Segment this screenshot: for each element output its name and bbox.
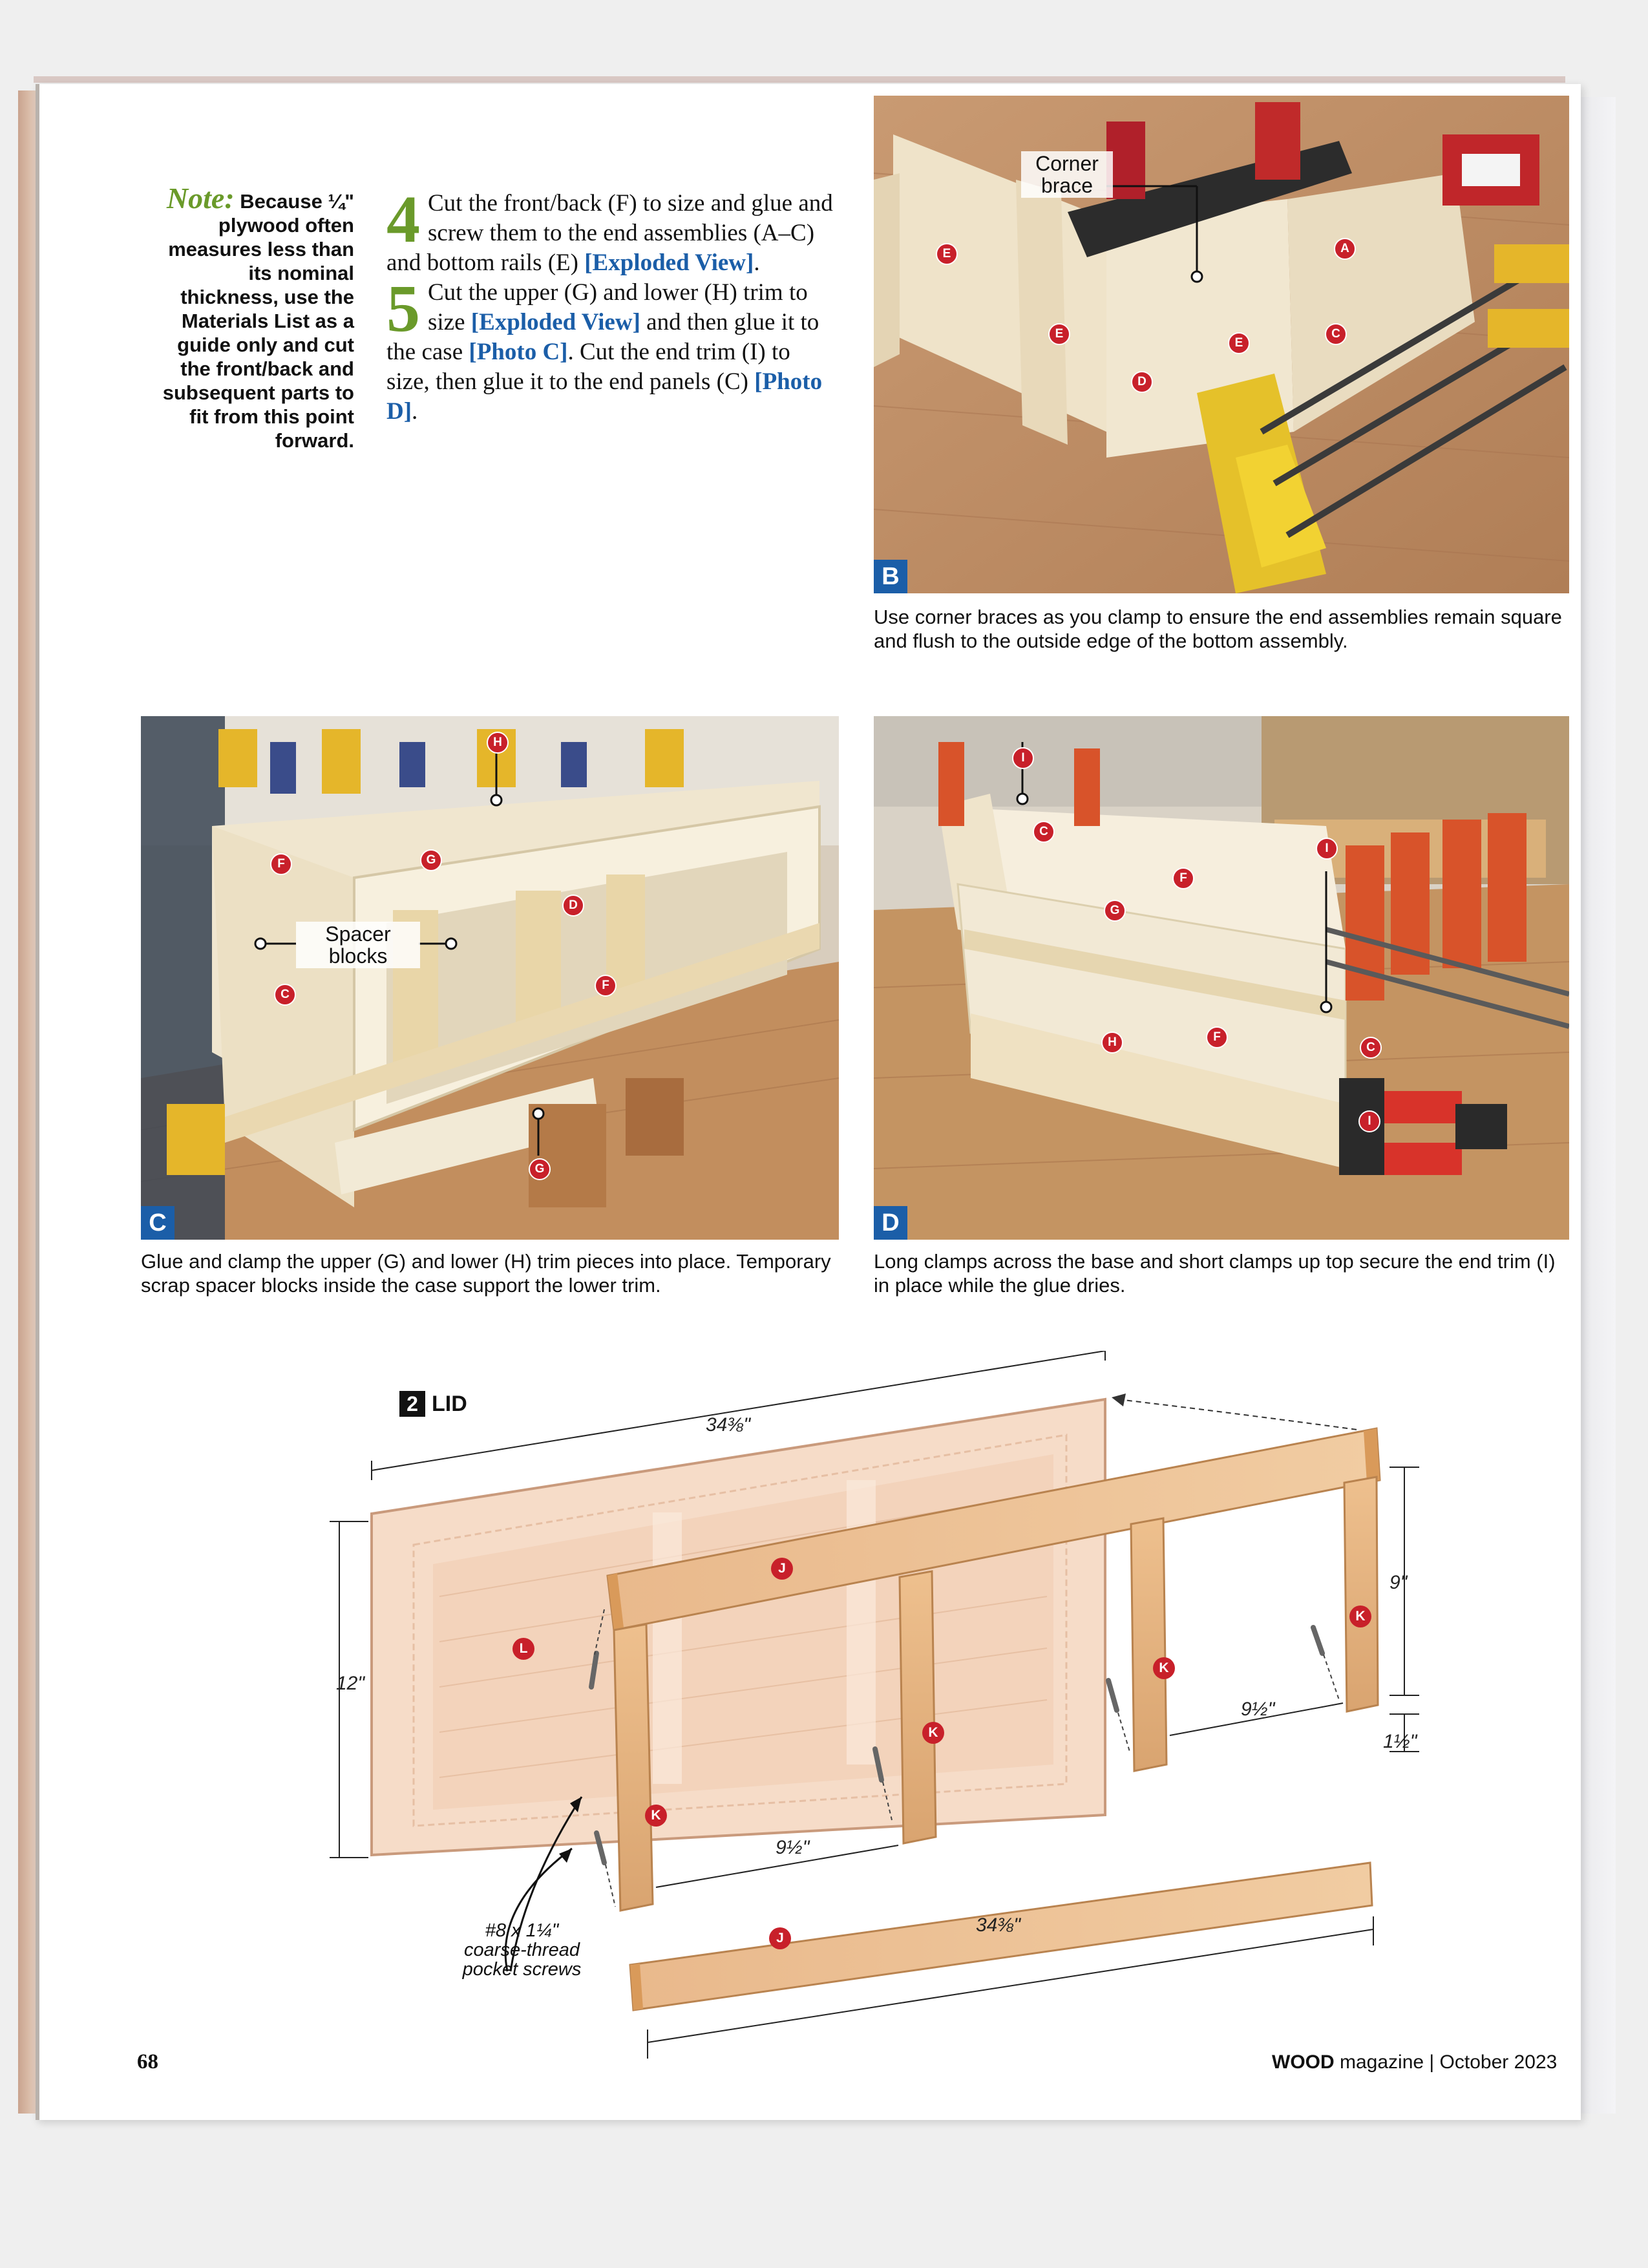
part-label-l: L	[512, 1638, 534, 1660]
magazine-suffix: magazine	[1334, 2051, 1424, 2073]
dim-rail-width: 1½"	[1383, 1731, 1417, 1752]
photo-d-callout: C	[1033, 821, 1055, 843]
step-text: .	[412, 398, 418, 425]
magazine-footer	[1272, 2051, 1557, 2073]
drawing-title-text: LID	[432, 1391, 467, 1416]
photo-c-badge: C	[141, 1206, 174, 1240]
photo-c-callout: G	[529, 1158, 551, 1180]
photo-b-badge: B	[874, 560, 907, 593]
step-4	[386, 182, 839, 278]
photo-c-callout: G	[420, 849, 442, 871]
photo-c	[141, 716, 839, 1240]
part-label-j-bottom: J	[769, 1927, 791, 1949]
photo-c-callout: F	[270, 853, 292, 875]
part-label-k: K	[1153, 1657, 1175, 1679]
step-text: Cut the upper (G) and lower (H) trim to size	[428, 279, 808, 335]
photo-b-callout: A	[1334, 238, 1356, 260]
dim-leg-spacing-right: 9½"	[1241, 1699, 1275, 1720]
photo-d-callout: I	[1012, 747, 1034, 769]
note-sidebar	[149, 182, 354, 452]
photo-b-callout: E	[1048, 323, 1070, 345]
page-gutter-shadow	[18, 90, 37, 2114]
footer-separator: |	[1424, 2051, 1440, 2073]
page-number: 68	[137, 2050, 158, 2073]
step-5	[386, 271, 839, 427]
issue-date: October 2023	[1439, 2051, 1558, 2073]
photo-c-caption: Glue and clamp the upper (G) and lower (H) trim pieces into place. Temporary scrap spacer blocks inside the case support the lower trim.	[141, 1250, 831, 1297]
part-label-k: K	[645, 1805, 667, 1827]
photo-c-illustration	[141, 716, 839, 1240]
note-lead: Note:	[166, 182, 235, 215]
page-top-edge	[34, 76, 1565, 83]
photo-d-callout: C	[1360, 1037, 1382, 1059]
photo-c-label-spacer-blocks: Spacer blocks	[296, 922, 420, 968]
photo-b-callout: D	[1131, 371, 1153, 393]
photo-b-illustration	[874, 96, 1569, 593]
step-number: 5	[386, 271, 420, 346]
step-reference[interactable]: [Exploded View]	[584, 249, 754, 276]
photo-d-illustration	[874, 716, 1569, 1240]
step-reference[interactable]: [Photo D]	[386, 368, 823, 425]
photo-d-callout: G	[1104, 900, 1126, 922]
step-text: and then glue it to the case	[386, 309, 819, 365]
step-text: .	[754, 249, 760, 276]
dim-rail-length: 34⅜"	[976, 1914, 1021, 1936]
screw-note: #8 x 1¼" coarse-thread pocket screws	[462, 1920, 582, 1980]
photo-d-caption: Long clamps across the base and short clamps up top secure the end trim (I) in place while the glue dries.	[874, 1250, 1556, 1297]
note-text: Because ¼" plywood often measures less than its nominal thickness, use the Materials List as a guide only and cut the front/back and subsequent parts to fit from this point forward.	[162, 190, 354, 452]
photo-b-callout: E	[1228, 332, 1250, 354]
photo-d-callout: I	[1358, 1110, 1380, 1132]
photo-d-callout: I	[1316, 838, 1338, 860]
drawing-number: 2	[399, 1391, 425, 1417]
step-number: 4	[386, 182, 420, 257]
photo-c-callout: D	[562, 895, 584, 917]
step-text: . Cut the end trim (I) to size, then glue it to the end panels (C)	[386, 339, 790, 395]
photo-d-callout: F	[1172, 867, 1194, 889]
photo-b-label-corner-brace: Corner brace	[1021, 151, 1113, 198]
part-label-k: K	[922, 1722, 944, 1744]
dim-frame-height: 9"	[1389, 1572, 1408, 1593]
photo-c-callout: F	[595, 975, 617, 997]
step-text: Cut the front/back (F) to size and glue and screw them to the end assemblies (A–C) and bottom rails (E)	[386, 190, 833, 276]
step-reference[interactable]: [Exploded View]	[470, 309, 640, 335]
photo-d-callout: F	[1206, 1026, 1228, 1048]
dim-leg-spacing-left: 9½"	[776, 1837, 810, 1858]
photo-c-callout: C	[274, 984, 296, 1006]
magazine-name: WOOD	[1272, 2051, 1335, 2073]
step-reference[interactable]: [Photo C]	[469, 339, 568, 365]
instruction-steps	[386, 182, 839, 427]
photo-b-callout: C	[1325, 323, 1347, 345]
page-right-margin	[1577, 97, 1616, 2114]
photo-b-caption: Use corner braces as you clamp to ensure the end assemblies remain square and flush to the outside edge of the bottom assembly.	[874, 606, 1562, 652]
part-label-k: K	[1349, 1606, 1371, 1627]
photo-b	[874, 96, 1569, 593]
dim-lid-width: 12"	[336, 1673, 365, 1694]
photo-d-callout: H	[1101, 1032, 1123, 1054]
photo-c-callout: H	[487, 732, 509, 754]
photo-d-badge: D	[874, 1206, 907, 1240]
dim-lid-length: 34⅜"	[706, 1414, 751, 1436]
part-label-j-top: J	[771, 1558, 793, 1580]
photo-d	[874, 716, 1569, 1240]
photo-b-callout: E	[936, 243, 958, 265]
